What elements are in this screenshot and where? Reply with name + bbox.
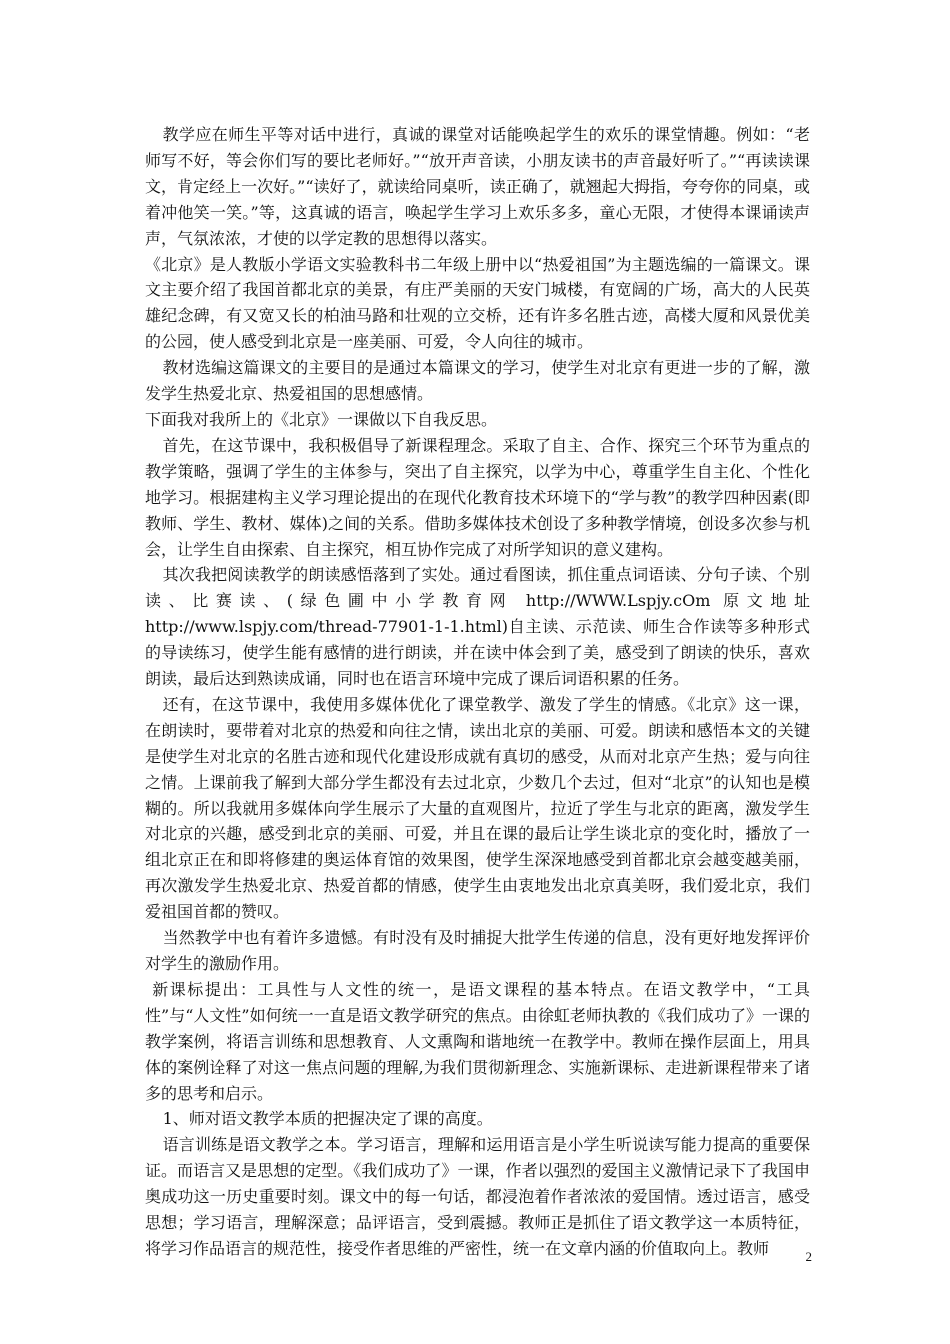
paragraph-regrets: 当然教学中也有着许多遗憾。有时没有及时捕捉大批学生传递的信息，没有更好地发挥评价对学生的激励作用。 (145, 928, 810, 973)
document-body (145, 122, 810, 1262)
paragraph-purpose: 教材选编这篇课文的主要目的是通过本篇课文的学习，使学生对北京有更进一步的了解，激发学生热爱北京、热爱祖国的思想感情。 (145, 358, 810, 404)
paragraph-language-training: 语言训练是语文教学之本。学习语言，理解和运用语言是小学生听说读写能力提高的重要保证。而语言又是思想的定型。《我们成功了》一课，作者以强烈的爱国主义激情记录下了我国申奥成功这一历史重要时刻。课文中的每一句话，都浸泡着作者浓浓的爱国情。透过语言，感受思想；学习语言，理解深意；品评语言，受到震撼。教师正是抓住了语文教学这一本质特征，将学习作品语言的规范性，接受作者思维的严密性，统一在文章内涵的价值取向上。教师 (145, 1135, 810, 1258)
page-number: 2 (805, 1249, 812, 1264)
paragraph-first: 首先，在这节课中，我积极倡导了新课程理念。采取了自主、合作、探究三个环节为重点的教学策略，强调了学生的主体参与，突出了自主探究，以学为中心，尊重学生自主化、个性化地学习。根据建构主义学习理论提出的在现代化教育技术环境下的“学与教”的教学四种因素(即教师、学生、教材、媒体)之间的关系。借助多媒体技术创设了多种教学情境，创设多次参与机会，让学生自由探索、自主探究，相互协作完成了对所学知识的意义建构。 (145, 435, 810, 559)
paragraph-reflection-intro: 下面我对我所上的《北京》一课做以下自我反思。 (145, 409, 498, 429)
paragraph-dialogue: 教学应在师生平等对话中进行，真诚的课堂对话能唤起学生的欢乐的课堂情趣。例如：“老师写不好，等会你们写的要比老师好。”“放开声音读，小朋友读书的声音最好听了。”“再读读课文，肯定经上一次好。”“读好了，就读给同桌听，读正确了，就翘起大拇指，夸夸你的同桌，或着冲他笑一笑。”等，这真诚的语言，唤起学生学习上欢乐多多，童心无限，才使得本课诵读声声，气氛浓浓，才使的以学定教的思想得以落实。 (145, 125, 810, 248)
paragraph-beijing-intro: 《北京》是人教版小学语文实验教科书二年级上册中以“热爱祖国”为主题选编的一篇课文。课文主要介绍了我国首都北京的美景，有庄严美丽的天安门城楼，有宽阔的广场，高大的人民英雄纪念碑，有又宽又长的柏油马路和壮观的立交桥，还有许多名胜古迹，高楼大厦和风景优美的公园，使人感受到北京是一座美丽、可爱，令人向往的城市。 (145, 254, 810, 352)
section-heading-1: 1、师对语文教学本质的把握决定了课的高度。 (162, 1109, 493, 1129)
paragraph-second: 其次我把阅读教学的朗读感悟落到了实处。通过看图读，抓住重点词语读、分句子读、个别读、比赛读、(绿色圃中小学教育网 http://WWW.Lspjy.cOm 原文地址 http://www.lspjy.com/thread-77901-1-1.html)自主读、示范读、师生合作读等多种形式的导读练习，使学生能有感情的进行朗读，并在读中体会到了美，感受到了朗读的快乐，喜欢朗读，最后达到熟读成诵，同时也在语言环境中完成了课后词语积累的任务。 (145, 565, 810, 689)
paragraph-new-curriculum: 新课标提出：工具性与人文性的统一，是语文课程的基本特点。在语文教学中，“工具性”与“人文性”如何统一一直是语文教学研究的焦点。由徐虹老师执教的《我们成功了》一课的教学案例，将语言训练和思想教育、人文熏陶和谐地统一在教学中。教师在操作层面上，用具体的案例诠释了对这一焦点问题的理解,为我们贯彻新理念、实施新课标、走进新课程带来了诸多的思考和启示。 (145, 979, 810, 1103)
paragraph-multimedia: 还有，在这节课中，我使用多媒体优化了课堂教学、激发了学生的情感。《北京》这一课，在朗读时，要带着对北京的热爱和向往之情，读出北京的美丽、可爱。朗读和感悟本文的关键是使学生对北京的名胜古迹和现代化建设形成就有真切的感受，从而对北京产生热；爱与向往之情。上课前我了解到大部分学生都没有去过北京，少数几个去过，但对“北京”的认知也是模糊的。所以我就用多媒体向学生展示了大量的直观图片，拉近了学生与北京的距离，激发学生对北京的兴趣，感受到北京的美丽、可爱，并且在课的最后让学生谈北京的变化时，播放了一组北京正在和即将修建的奥运体育馆的效果图，使学生深深地感受到首都北京会越变越美丽，再次激发学生热爱北京、热爱首都的情感，使学生由衷地发出北京真美呀，我们爱北京，我们爱祖国首都的赞叹。 (145, 694, 810, 922)
